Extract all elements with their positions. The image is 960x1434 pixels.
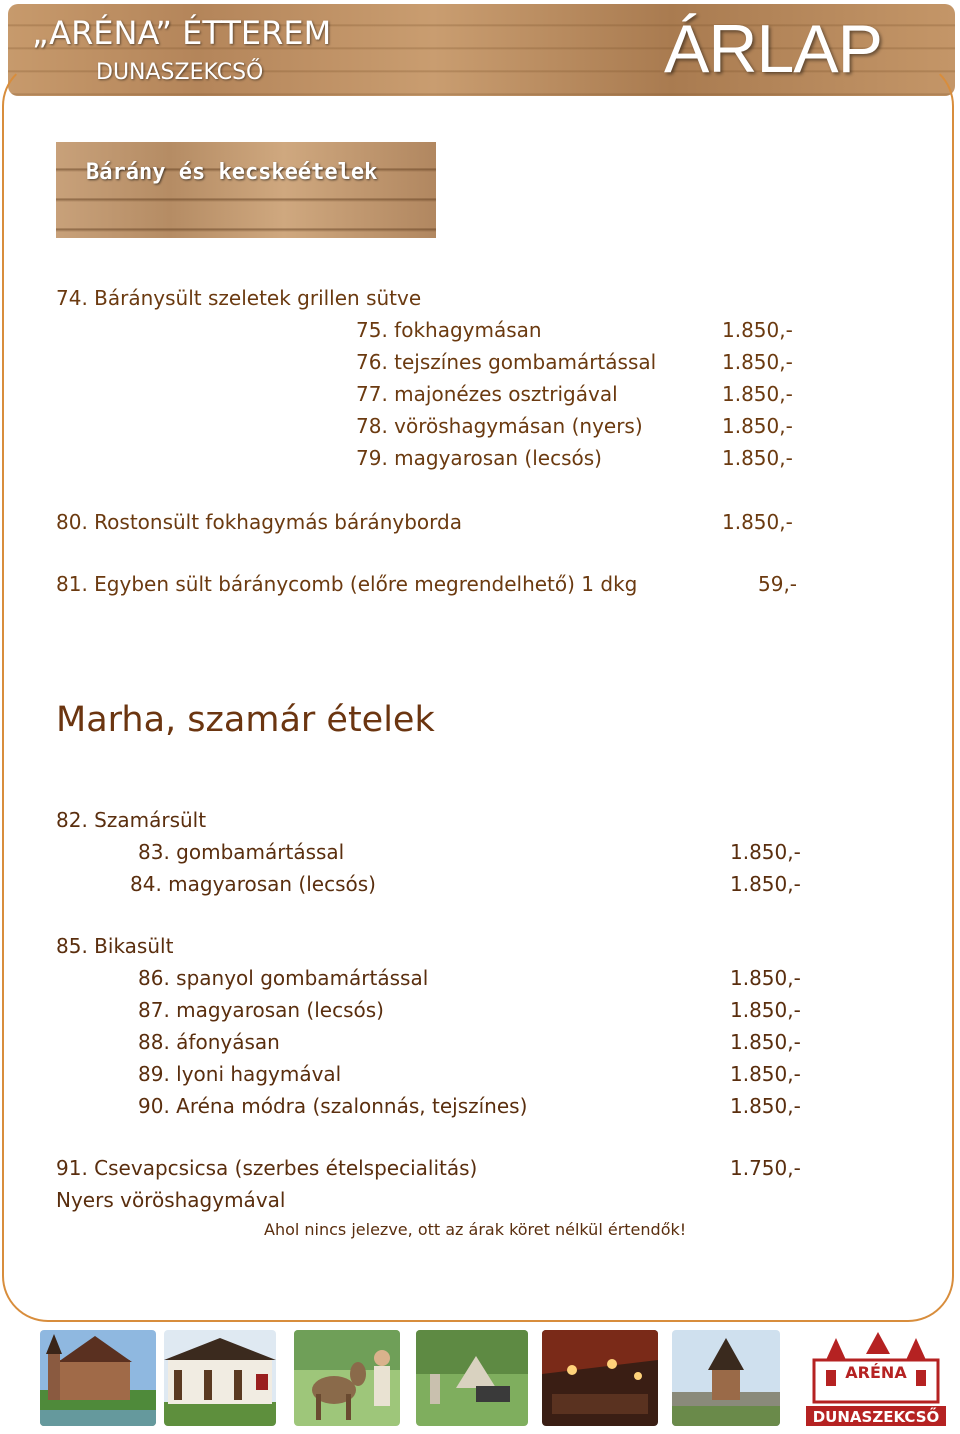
menu-item: Nyers vöröshagymával — [56, 1188, 286, 1212]
section-title: Bárány és kecskeételek — [86, 160, 378, 185]
restaurant-name: „ARÉNA” ÉTTEREM — [32, 14, 332, 52]
menu-price: 1.850,- — [730, 1030, 801, 1054]
menu-item: 87. magyarosan (lecsós) — [138, 998, 384, 1022]
menu-item: 83. gombamártással — [138, 840, 345, 864]
menu-price: 1.850,- — [730, 1062, 801, 1086]
menu-item: 79. magyarosan (lecsós) — [356, 446, 602, 470]
photo-castle-wall — [672, 1330, 780, 1426]
menu-item: 78. vöröshagymásan (nyers) — [356, 414, 643, 438]
photo-castle — [40, 1330, 156, 1426]
menu-item: 86. spanyol gombamártással — [138, 966, 429, 990]
menu-item: 88. áfonyásan — [138, 1030, 280, 1054]
menu-item: 82. Szamársült — [56, 808, 207, 832]
menu-item: 80. Rostonsült fokhagymás bárányborda — [56, 510, 462, 534]
restaurant-location: DUNASZEKCSŐ — [96, 60, 264, 85]
section-title-beef-donkey: Marha, szamár ételek — [56, 700, 435, 740]
menu-price: 1.850,- — [722, 414, 793, 438]
page-title: ÁRLAP — [664, 11, 882, 87]
menu-item: 75. fokhagymásan — [356, 318, 542, 342]
menu-item: 84. magyarosan (lecsós) — [130, 872, 376, 896]
menu-item: 89. lyoni hagymával — [138, 1062, 342, 1086]
menu-item: 76. tejszínes gombamártással — [356, 350, 657, 374]
photo-restaurant-interior — [542, 1330, 658, 1426]
price-note: Ahol nincs jelezve, ott az árak köret nélkül értendők! — [264, 1220, 687, 1239]
menu-item: 85. Bikasült — [56, 934, 174, 958]
menu-price: 1.850,- — [722, 318, 793, 342]
menu-price: 1.850,- — [730, 998, 801, 1022]
content-frame — [2, 60, 954, 1322]
menu-price: 1.850,- — [722, 350, 793, 374]
menu-price: 1.850,- — [730, 872, 801, 896]
menu-item: 91. Csevapcsicsa (szerbes ételspecialitás) — [56, 1156, 478, 1180]
photo-donkey — [294, 1330, 400, 1426]
menu-item: 77. majonézes osztrigával — [356, 382, 618, 406]
menu-price: 1.850,- — [730, 1094, 801, 1118]
menu-price: 1.850,- — [730, 966, 801, 990]
menu-price: 1.850,- — [730, 840, 801, 864]
menu-price: 1.850,- — [722, 382, 793, 406]
photo-building — [164, 1330, 276, 1426]
menu-item: 81. Egyben sült báránycomb (előre megrendelhető) 1 dkg — [56, 572, 638, 596]
menu-price: 1.850,- — [722, 446, 793, 470]
menu-item: 74. Báránysült szeletek grillen sütve — [56, 286, 422, 310]
photo-camping — [416, 1330, 528, 1426]
section-banner-lamb-goat — [56, 142, 436, 238]
menu-price: 1.850,- — [722, 510, 793, 534]
menu-item: 90. Aréna módra (szalonnás, tejszínes) — [138, 1094, 528, 1118]
menu-price: 1.750,- — [730, 1156, 801, 1180]
menu-price: 59,- — [758, 572, 798, 596]
logo-bottom-text: DUNASZEKCSŐ — [812, 1408, 940, 1426]
logo-top-text: ARÉNA — [845, 1363, 907, 1382]
arena-logo — [796, 1330, 956, 1430]
